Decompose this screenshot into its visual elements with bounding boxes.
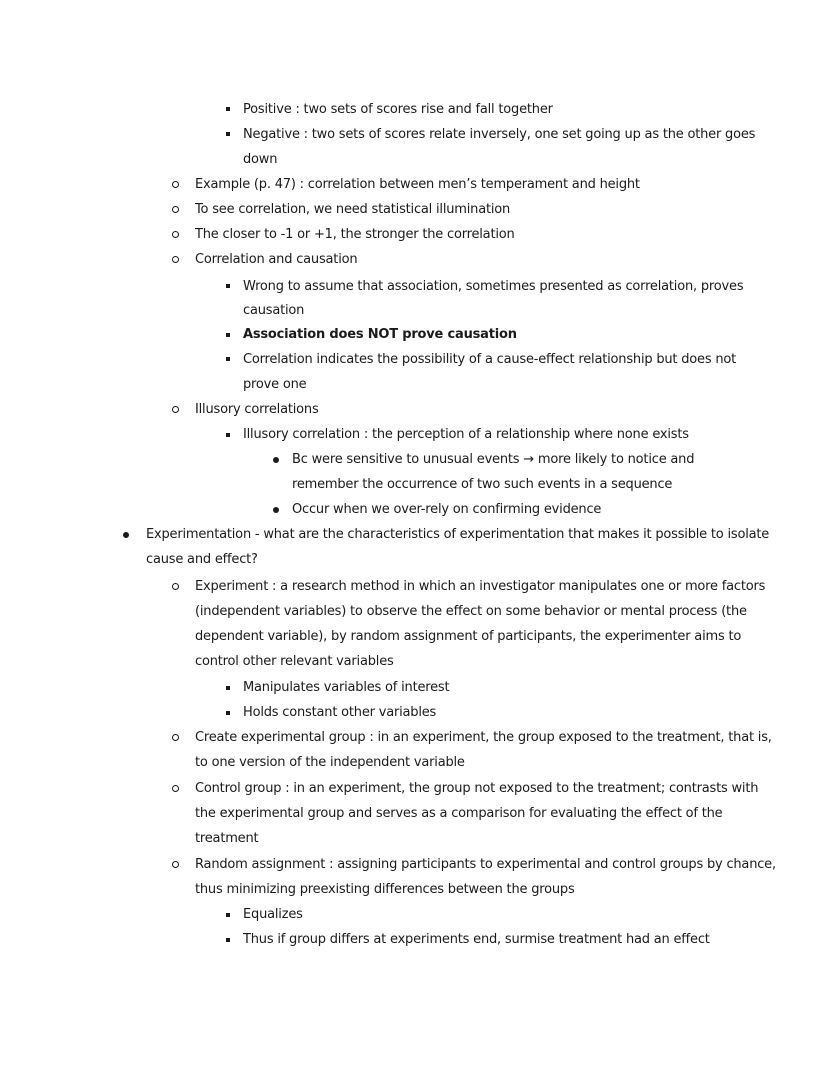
note-line-continuation: remember the occurrence of two such events in a sequence bbox=[292, 477, 673, 492]
note-line: Correlation indicates the possibility of a cause-effect relationship but does not bbox=[243, 352, 737, 367]
hollow-bullet-icon bbox=[172, 181, 179, 188]
note-line: Positive : two sets of scores rise and fall together bbox=[243, 102, 553, 117]
square-bullet-icon bbox=[226, 333, 230, 337]
note-line-continuation: control other relevant variables bbox=[195, 654, 394, 669]
hollow-bullet-icon bbox=[172, 583, 179, 590]
square-bullet-icon bbox=[226, 284, 230, 288]
square-bullet-icon bbox=[226, 132, 230, 136]
note-line: Experimentation - what are the characteristics of experimentation that makes it possible to isolate bbox=[146, 527, 770, 542]
note-line-continuation: prove one bbox=[243, 377, 307, 392]
note-line: The closer to -1 or +1, the stronger the correlation bbox=[195, 227, 515, 242]
note-line: Negative : two sets of scores relate inversely, one set going up as the other goes bbox=[243, 127, 756, 142]
note-line: Experiment : a research method in which an investigator manipulates one or more factors bbox=[195, 579, 766, 594]
square-bullet-icon bbox=[226, 107, 230, 111]
note-line: Manipulates variables of interest bbox=[243, 680, 450, 695]
note-line-continuation: causation bbox=[243, 303, 305, 318]
note-line: Bc were sensitive to unusual events → more likely to notice and bbox=[292, 452, 695, 467]
filled-bullet-icon bbox=[273, 457, 279, 463]
note-line-continuation: dependent variable), by random assignment of participants, the experimenter aims to bbox=[195, 629, 742, 644]
hollow-bullet-icon bbox=[172, 734, 179, 741]
square-bullet-icon bbox=[226, 913, 230, 917]
square-bullet-icon bbox=[226, 433, 230, 437]
hollow-bullet-icon bbox=[172, 256, 179, 263]
hollow-bullet-icon bbox=[172, 206, 179, 213]
note-line: Thus if group differs at experiments end, surmise treatment had an effect bbox=[243, 932, 710, 947]
note-line: To see correlation, we need statistical illumination bbox=[195, 202, 511, 217]
note-line: Illusory correlation : the perception of a relationship where none exists bbox=[243, 427, 689, 442]
note-line: Create experimental group : in an experiment, the group exposed to the treatment, that is, bbox=[195, 730, 772, 745]
note-line-continuation: (independent variables) to observe the effect on some behavior or mental process (the bbox=[195, 604, 747, 619]
note-line: Example (p. 47) : correlation between men’s temperament and height bbox=[195, 177, 640, 192]
note-line-bold: Association does NOT prove causation bbox=[243, 327, 517, 342]
note-line-continuation: the experimental group and serves as a comparison for evaluating the effect of the bbox=[195, 806, 723, 821]
note-line-continuation: cause and effect? bbox=[146, 552, 258, 567]
hollow-bullet-icon bbox=[172, 785, 179, 792]
note-line: Correlation and causation bbox=[195, 252, 358, 267]
hollow-bullet-icon bbox=[172, 231, 179, 238]
square-bullet-icon bbox=[226, 938, 230, 942]
note-line: Control group : in an experiment, the group not exposed to the treatment; contrasts with bbox=[195, 781, 759, 796]
note-line-continuation: to one version of the independent variable bbox=[195, 755, 465, 770]
square-bullet-icon bbox=[226, 711, 230, 715]
note-line-continuation: thus minimizing preexisting differences between the groups bbox=[195, 882, 575, 897]
note-line: Wrong to assume that association, sometimes presented as correlation, proves bbox=[243, 279, 744, 294]
note-line: Illusory correlations bbox=[195, 402, 319, 417]
filled-bullet-icon bbox=[123, 532, 129, 538]
note-line: Holds constant other variables bbox=[243, 705, 437, 720]
hollow-bullet-icon bbox=[172, 861, 179, 868]
note-line-continuation: down bbox=[243, 152, 278, 167]
note-line: Occur when we over-rely on confirming evidence bbox=[292, 502, 602, 517]
square-bullet-icon bbox=[226, 357, 230, 361]
note-line: Equalizes bbox=[243, 907, 303, 922]
hollow-bullet-icon bbox=[172, 406, 179, 413]
note-line-continuation: treatment bbox=[195, 831, 259, 846]
filled-bullet-icon bbox=[273, 507, 279, 513]
note-line: Random assignment : assigning participants to experimental and control groups by chance, bbox=[195, 857, 776, 872]
square-bullet-icon bbox=[226, 686, 230, 690]
